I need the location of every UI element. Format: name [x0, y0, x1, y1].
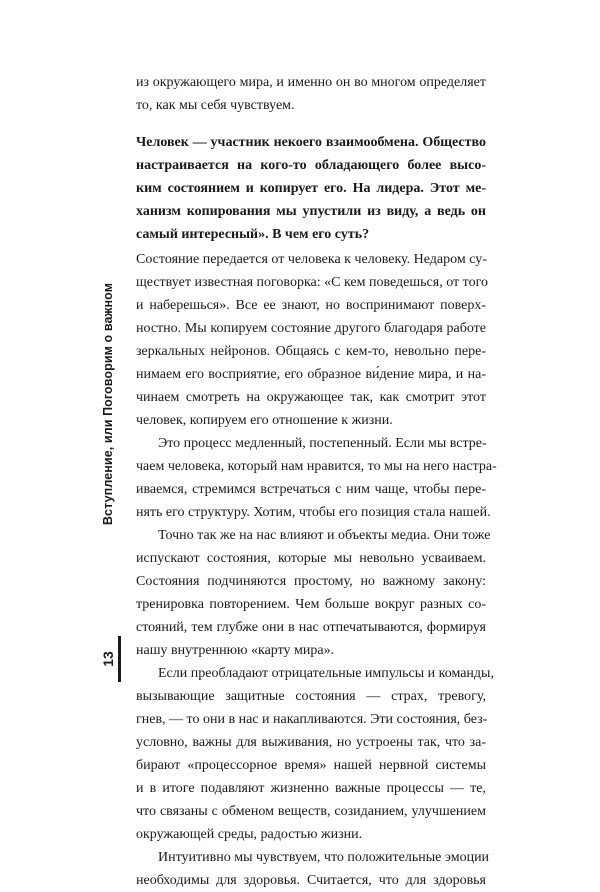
text-line: бирают «процессорное время» нашей нервной системы: [136, 758, 486, 773]
text-line: стояний, тем глубже они в нас отпечатываются, формируя: [136, 620, 486, 635]
text-line: самый интересный». В чем его суть?: [136, 227, 370, 242]
body-paragraph: [136, 524, 491, 662]
text-line: чинаем смотреть на окружающее так, как смотрит этот: [136, 390, 486, 405]
text-line: ким состоянием и копирует его. На лидера. Этот ме-: [136, 181, 486, 196]
text-line: тренировка повторением. Чем больше вокруг разных со-: [136, 597, 486, 612]
body-paragraph: [136, 432, 497, 524]
text-line: ханизм копирования мы упустили из виду, а ведь он: [136, 204, 486, 219]
intro-paragraph: [136, 71, 486, 117]
text-line: гнев, — то они в нас и накапливаются. Эти состояния, без-: [136, 712, 488, 727]
page-number-bar: [118, 636, 121, 682]
text-line: Состояние передается от человека к человеку. Недаром су-: [136, 252, 487, 267]
running-head: Вступление, или Поговорим о важном: [101, 282, 115, 526]
body-paragraphs: [136, 248, 497, 892]
text-line: необходимы для здоровья. Считается, что для здоровья: [136, 873, 486, 888]
text-line: ностно. Мы копируем состояние другого благодаря работе: [136, 321, 486, 336]
text-line: окружающей среды, радостью жизни.: [136, 827, 363, 842]
text-line: из окружающего мира, и именно он во многом определяет: [136, 75, 486, 90]
page-body: [136, 71, 497, 892]
text-line: чаем человека, который нам нравится, то мы на него настра-: [136, 459, 497, 474]
body-paragraph: [136, 846, 490, 892]
text-line: человек, копируем его отношение к жизни.: [136, 413, 393, 428]
text-line: вызывающие защитные состояния — страх, тревогу,: [136, 689, 486, 704]
body-paragraph: [136, 662, 494, 846]
text-line: нашу внутреннюю «карту мира».: [136, 643, 335, 658]
text-line: и в итоге подавляют жизненно важные процессы — те,: [136, 781, 486, 796]
text-line: что связаны с обменом веществ, созиданием, улучшением: [136, 804, 486, 819]
text-line: иваемся, стремимся встречаться с ним чаще, чтобы пере-: [136, 482, 486, 497]
text-line: ществует известная поговорка: «С кем поведешься, от того: [136, 275, 488, 290]
text-line: Состояния подчиняются простому, но важному закону:: [136, 574, 486, 589]
text-line: зеркальных нейронов. Общаясь с кем-то, невольно пере-: [136, 344, 486, 359]
body-paragraph: [136, 248, 486, 432]
text-line: Человек — участник некоего взаимообмена. Общество: [136, 135, 486, 150]
page-number: 13: [100, 651, 116, 667]
text-line: и наберешься». Все ее знают, но воспринимают поверх-: [136, 298, 486, 313]
text-line: условно, важны для выживания, но устроены так, что за-: [136, 735, 486, 750]
text-line: нять его структуру. Хотим, чтобы его позиция стала нашей.: [136, 505, 491, 520]
text-line: Это процесс медленный, постепенный. Если мы встре-: [158, 436, 487, 451]
text-line: Если преобладают отрицательные импульсы и команды,: [158, 666, 494, 681]
lead-paragraph: [136, 131, 486, 246]
text-line: настраивается на кого-то обладающего более высо-: [136, 158, 486, 173]
text-line: Интуитивно мы чувствуем, что положительные эмоции: [158, 850, 490, 865]
text-line: испускают состояния, которые мы невольно усваиваем.: [136, 551, 486, 566]
text-line: Точно так же на нас влияют и объекты медиа. Они тоже: [158, 528, 491, 543]
text-line: то, как мы себя чувствуем.: [136, 98, 295, 113]
text-line: нимаем его восприятие, его образное ви́дение мира, и на-: [136, 367, 486, 382]
